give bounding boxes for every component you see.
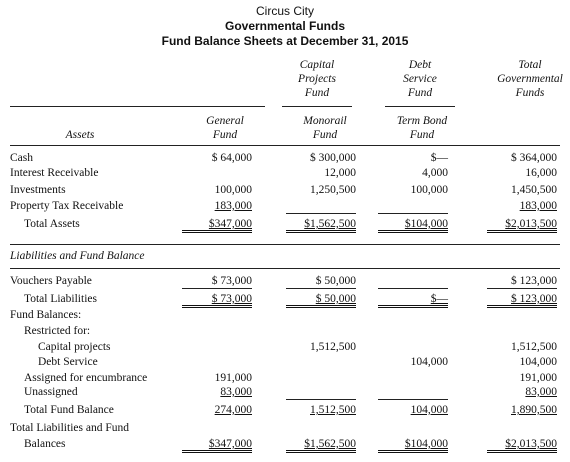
report-entity: Circus City — [255, 4, 314, 18]
cell-cash-monorail: $ 300,000 — [310, 152, 356, 164]
cell-debtsvc-termbond: 104,000 — [410, 356, 448, 368]
row-label-unassigned: Unassigned — [24, 386, 78, 398]
cell-capproj-total: 1,512,500 — [511, 341, 557, 353]
cell-propertytax-total: 183,000 — [519, 200, 557, 212]
row-label-total-fund-balance: Total Fund Balance — [24, 404, 114, 416]
rule-vouchers-general — [182, 288, 252, 289]
cell-vouchers-monorail: $ 50,000 — [315, 275, 356, 287]
row-label-property-tax: Property Tax Receivable — [10, 200, 124, 212]
cell-tfb-general: 274,000 — [214, 404, 252, 416]
rule-termbond-sub — [378, 213, 448, 214]
header-general: General Fund — [206, 115, 244, 141]
row-label-interest: Interest Receivable — [10, 167, 99, 179]
cell-tlfb-general: $347,000 — [182, 438, 252, 453]
report-subtitle: Governmental Funds — [224, 19, 346, 33]
row-label-fund-balances: Fund Balances: — [10, 309, 82, 321]
rule-unassigned-monorail — [286, 399, 356, 400]
rule-monorail-sub — [286, 213, 356, 214]
cell-assigned-total: 191,000 — [519, 372, 557, 384]
cell-tlfb-termbond: $104,000 — [378, 438, 448, 453]
cell-interest-monorail: 12,000 — [324, 167, 356, 179]
cell-tlfb-monorail: $1,562,500 — [286, 438, 356, 453]
row-label-investments: Investments — [10, 184, 66, 196]
cell-totalliab-general: $ 73,000 — [182, 293, 252, 308]
rule-capital — [282, 106, 352, 107]
row-label-assigned: Assigned for encumbrance — [24, 372, 148, 384]
row-label-total-assets: Total Assets — [24, 218, 80, 230]
cell-investments-termbond: 100,000 — [410, 184, 448, 196]
cell-totalassets-monorail: $1,562,500 — [286, 218, 356, 233]
section-liabilities-heading: Liabilities and Fund Balance — [10, 250, 145, 262]
rule-left — [10, 106, 265, 107]
rule-vouchers-total — [487, 288, 557, 289]
row-label-vouchers: Vouchers Payable — [10, 275, 92, 287]
cell-totalassets-total: $2,013,500 — [487, 218, 557, 233]
cell-investments-monorail: 1,250,500 — [310, 184, 356, 196]
rule-debt — [385, 106, 455, 107]
cell-investments-total: 1,450,500 — [511, 184, 557, 196]
row-label-restricted: Restricted for: — [24, 325, 91, 337]
row-label-total-liabilities: Total Liabilities — [24, 293, 97, 305]
cell-capproj-monorail: 1,512,500 — [310, 341, 356, 353]
cell-interest-termbond: 4,000 — [422, 167, 448, 179]
header-assets: Assets — [65, 129, 95, 141]
cell-tfb-total: 1,890,500 — [511, 404, 557, 416]
cell-totalassets-termbond: $104,000 — [378, 218, 448, 233]
cell-vouchers-total: $ 123,000 — [511, 275, 557, 287]
cell-vouchers-general: $ 73,000 — [211, 275, 252, 287]
row-label-cash: Cash — [10, 152, 33, 164]
row-label-total-liab-fund-line1: Total Liabilities and Fund — [10, 422, 129, 434]
cell-totalliab-total: $ 123,000 — [487, 293, 557, 308]
header-capital-projects: Capital Projects Fund — [298, 59, 336, 99]
cell-debtsvc-total: 104,000 — [519, 356, 557, 368]
row-label-total-liab-fund-line2: Balances — [24, 438, 66, 450]
rule-vouchers-monorail — [286, 288, 356, 289]
row-label-capital-projects: Capital projects — [38, 341, 111, 353]
cell-tfb-monorail: 1,512,500 — [310, 404, 356, 416]
row-label-debt-service: Debt Service — [38, 356, 98, 368]
header-total-governmental: Total Governmental Funds — [497, 59, 563, 99]
cell-tfb-termbond: 104,000 — [410, 404, 448, 416]
rule-vouchers-termbond — [378, 288, 448, 289]
cell-unassigned-general: 83,000 — [220, 386, 252, 398]
cell-propertytax-general: 183,000 — [214, 200, 252, 212]
cell-cash-termbond: $— — [430, 152, 448, 164]
rule-header-bottom — [10, 145, 560, 146]
cell-totalliab-termbond: $— — [378, 293, 448, 308]
cell-cash-general: $ 64,000 — [211, 152, 252, 164]
cell-interest-total: 16,000 — [525, 167, 557, 179]
header-monorail: Monorail Fund — [303, 115, 347, 141]
report-title: Fund Balance Sheets at December 31, 2015 — [161, 34, 409, 48]
cell-cash-total: $ 364,000 — [511, 152, 557, 164]
header-debt-service: Debt Service Fund — [403, 59, 437, 99]
cell-unassigned-total: 83,000 — [525, 386, 557, 398]
rule-liab-heading — [10, 268, 560, 269]
cell-investments-general: 100,000 — [214, 184, 252, 196]
rule-section — [10, 244, 560, 245]
cell-assigned-general: 191,000 — [214, 372, 252, 384]
cell-totalliab-monorail: $ 50,000 — [286, 293, 356, 308]
rule-unassigned-termbond — [378, 399, 448, 400]
cell-totalassets-general: $347,000 — [182, 218, 252, 233]
cell-tlfb-total: $2,013,500 — [487, 438, 557, 453]
header-term-bond: Term Bond Fund — [396, 115, 448, 141]
